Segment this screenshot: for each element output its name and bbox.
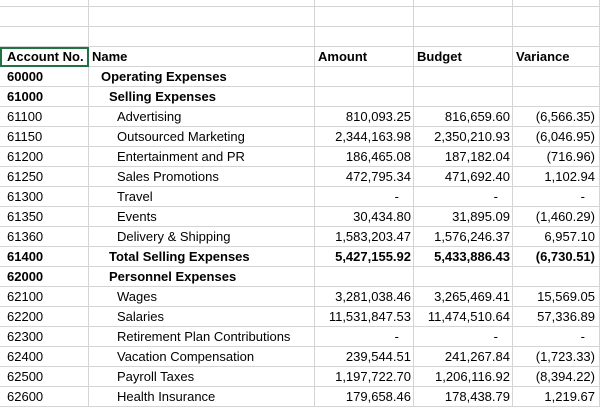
cell[interactable] bbox=[513, 0, 600, 7]
table-row bbox=[0, 267, 600, 287]
table-row bbox=[0, 367, 600, 387]
cell[interactable] bbox=[414, 27, 513, 47]
table-row bbox=[0, 127, 600, 147]
budget-cell[interactable] bbox=[414, 267, 513, 287]
budget-cell[interactable]: 2,350,210.93 bbox=[414, 127, 513, 147]
name-cell[interactable]: Personnel Expenses bbox=[89, 267, 315, 287]
table-row bbox=[0, 387, 600, 407]
variance-cell[interactable]: (6,730.51) bbox=[513, 247, 600, 267]
name-cell[interactable]: Delivery & Shipping bbox=[89, 227, 315, 247]
amount-cell[interactable]: 30,434.80 bbox=[315, 207, 414, 227]
amount-cell[interactable]: 1,197,722.70 bbox=[315, 367, 414, 387]
variance-cell[interactable] bbox=[513, 67, 600, 87]
table-row bbox=[0, 227, 600, 247]
budget-cell[interactable]: - bbox=[414, 327, 513, 347]
variance-cell[interactable]: (1,460.29) bbox=[513, 207, 600, 227]
variance-cell[interactable]: - bbox=[513, 187, 600, 207]
name-cell[interactable]: Total Selling Expenses bbox=[89, 247, 315, 267]
table-row bbox=[0, 187, 600, 207]
amount-cell[interactable]: 186,465.08 bbox=[315, 147, 414, 167]
header-account-no[interactable]: Account No. bbox=[0, 47, 89, 67]
budget-cell[interactable]: 1,206,116.92 bbox=[414, 367, 513, 387]
variance-cell[interactable]: (716.96) bbox=[513, 147, 600, 167]
budget-cell[interactable]: 1,576,246.37 bbox=[414, 227, 513, 247]
table-row bbox=[0, 107, 600, 127]
account-no-cell[interactable]: 61350 bbox=[0, 207, 89, 227]
amount-cell[interactable]: 810,093.25 bbox=[315, 107, 414, 127]
empty-row bbox=[0, 0, 600, 7]
budget-cell[interactable]: 178,438.79 bbox=[414, 387, 513, 407]
account-no-cell[interactable]: 62600 bbox=[0, 387, 89, 407]
table-row bbox=[0, 287, 600, 307]
name-cell[interactable]: Events bbox=[89, 207, 315, 227]
variance-cell[interactable]: 6,957.10 bbox=[513, 227, 600, 247]
variance-cell[interactable]: (1,723.33) bbox=[513, 347, 600, 367]
cell[interactable] bbox=[315, 27, 414, 47]
header-budget[interactable]: Budget bbox=[414, 47, 513, 67]
variance-cell[interactable]: 15,569.05 bbox=[513, 287, 600, 307]
budget-cell[interactable]: 31,895.09 bbox=[414, 207, 513, 227]
budget-cell[interactable]: 3,265,469.41 bbox=[414, 287, 513, 307]
name-cell[interactable]: Outsourced Marketing bbox=[89, 127, 315, 147]
table-row bbox=[0, 147, 600, 167]
name-cell[interactable]: Selling Expenses bbox=[89, 87, 315, 107]
name-cell[interactable]: Salaries bbox=[89, 307, 315, 327]
name-cell[interactable]: Wages bbox=[89, 287, 315, 307]
amount-cell[interactable]: 5,427,155.92 bbox=[315, 247, 414, 267]
variance-cell[interactable]: - bbox=[513, 327, 600, 347]
cell[interactable] bbox=[315, 7, 414, 27]
account-no-cell[interactable]: 61400 bbox=[0, 247, 89, 267]
header-amount[interactable]: Amount bbox=[315, 47, 414, 67]
cell[interactable] bbox=[0, 27, 89, 47]
account-no-cell[interactable]: 61200 bbox=[0, 147, 89, 167]
variance-cell[interactable]: 1,102.94 bbox=[513, 167, 600, 187]
table-row bbox=[0, 87, 600, 107]
account-no-cell[interactable]: 61300 bbox=[0, 187, 89, 207]
account-no-cell[interactable]: 62400 bbox=[0, 347, 89, 367]
name-cell[interactable]: Sales Promotions bbox=[89, 167, 315, 187]
cell[interactable] bbox=[0, 0, 89, 7]
variance-cell[interactable]: (6,046.95) bbox=[513, 127, 600, 147]
name-cell[interactable]: Operating Expenses bbox=[89, 67, 315, 87]
variance-cell[interactable]: (8,394.22) bbox=[513, 367, 600, 387]
name-cell[interactable]: Payroll Taxes bbox=[89, 367, 315, 387]
variance-cell[interactable]: (6,566.35) bbox=[513, 107, 600, 127]
variance-cell[interactable] bbox=[513, 87, 600, 107]
table-row bbox=[0, 167, 600, 187]
amount-cell[interactable]: 1,583,203.47 bbox=[315, 227, 414, 247]
cell[interactable] bbox=[89, 0, 315, 7]
amount-cell[interactable]: 11,531,847.53 bbox=[315, 307, 414, 327]
amount-cell[interactable]: 239,544.51 bbox=[315, 347, 414, 367]
account-no-cell[interactable]: 61250 bbox=[0, 167, 89, 187]
name-cell[interactable]: Entertainment and PR bbox=[89, 147, 315, 167]
cell[interactable] bbox=[513, 27, 600, 47]
empty-row bbox=[0, 7, 600, 27]
table-row bbox=[0, 347, 600, 367]
amount-cell[interactable] bbox=[315, 67, 414, 87]
cell[interactable] bbox=[414, 0, 513, 7]
table-row bbox=[0, 67, 600, 87]
empty-row bbox=[0, 27, 600, 47]
cell[interactable] bbox=[0, 7, 89, 27]
account-no-cell[interactable]: 61100 bbox=[0, 107, 89, 127]
account-no-cell[interactable]: 62300 bbox=[0, 327, 89, 347]
budget-cell[interactable]: 187,182.04 bbox=[414, 147, 513, 167]
amount-cell[interactable]: 472,795.34 bbox=[315, 167, 414, 187]
table-row bbox=[0, 247, 600, 267]
table-row bbox=[0, 207, 600, 227]
cell[interactable] bbox=[89, 7, 315, 27]
budget-cell[interactable]: 816,659.60 bbox=[414, 107, 513, 127]
name-cell[interactable]: Retirement Plan Contributions bbox=[89, 327, 315, 347]
cell[interactable] bbox=[414, 7, 513, 27]
name-cell[interactable]: Advertising bbox=[89, 107, 315, 127]
account-no-cell[interactable]: 61150 bbox=[0, 127, 89, 147]
account-no-cell[interactable]: 61000 bbox=[0, 87, 89, 107]
cell[interactable] bbox=[89, 27, 315, 47]
amount-cell[interactable]: - bbox=[315, 327, 414, 347]
account-no-cell[interactable]: 60000 bbox=[0, 67, 89, 87]
account-no-cell[interactable]: 62200 bbox=[0, 307, 89, 327]
name-cell[interactable]: Vacation Compensation bbox=[89, 347, 315, 367]
header-row bbox=[0, 47, 600, 67]
name-cell[interactable]: Health Insurance bbox=[89, 387, 315, 407]
cell[interactable] bbox=[513, 7, 600, 27]
name-cell[interactable]: Travel bbox=[89, 187, 315, 207]
variance-cell[interactable] bbox=[513, 267, 600, 287]
table-row bbox=[0, 327, 600, 347]
amount-cell[interactable]: - bbox=[315, 187, 414, 207]
amount-cell[interactable] bbox=[315, 267, 414, 287]
budget-cell[interactable]: 471,692.40 bbox=[414, 167, 513, 187]
budget-cell[interactable] bbox=[414, 67, 513, 87]
budget-cell[interactable]: 5,433,886.43 bbox=[414, 247, 513, 267]
variance-cell[interactable]: 1,219.67 bbox=[513, 387, 600, 407]
table-row bbox=[0, 307, 600, 327]
budget-cell[interactable]: - bbox=[414, 187, 513, 207]
amount-cell[interactable]: 3,281,038.46 bbox=[315, 287, 414, 307]
account-no-cell[interactable]: 62500 bbox=[0, 367, 89, 387]
variance-cell[interactable]: 57,336.89 bbox=[513, 307, 600, 327]
amount-cell[interactable]: 179,658.46 bbox=[315, 387, 414, 407]
account-no-cell[interactable]: 61360 bbox=[0, 227, 89, 247]
budget-cell[interactable]: 11,474,510.64 bbox=[414, 307, 513, 327]
account-no-cell[interactable]: 62000 bbox=[0, 267, 89, 287]
header-name[interactable]: Name bbox=[89, 47, 315, 67]
amount-cell[interactable] bbox=[315, 87, 414, 107]
cell[interactable] bbox=[315, 0, 414, 7]
budget-cell[interactable] bbox=[414, 87, 513, 107]
header-variance[interactable]: Variance bbox=[513, 47, 600, 67]
budget-cell[interactable]: 241,267.84 bbox=[414, 347, 513, 367]
account-no-cell[interactable]: 62100 bbox=[0, 287, 89, 307]
amount-cell[interactable]: 2,344,163.98 bbox=[315, 127, 414, 147]
